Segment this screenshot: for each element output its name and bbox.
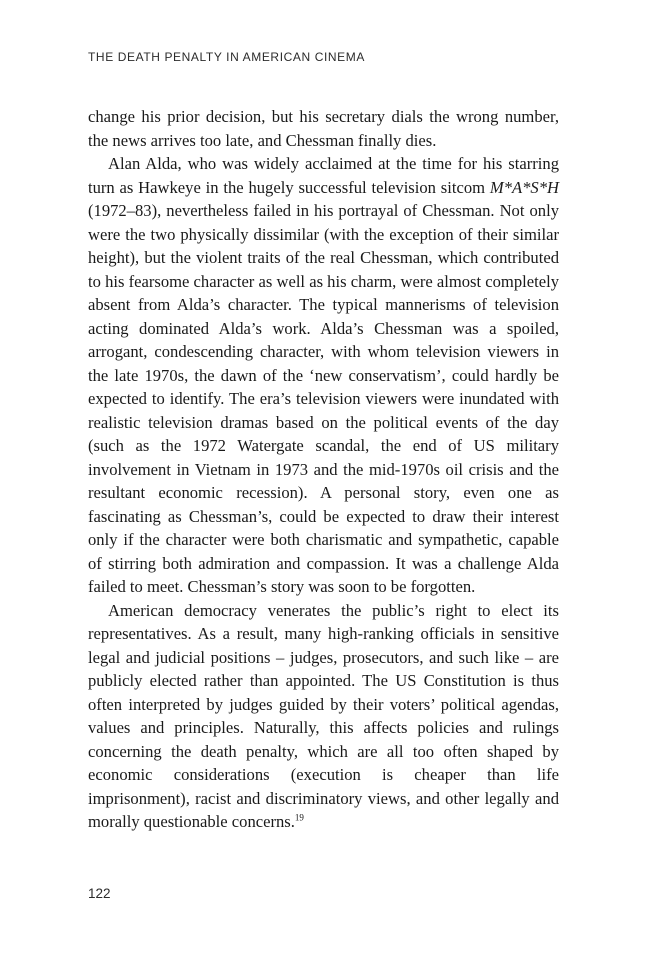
paragraph-2 [88,152,559,599]
paragraph-3 [88,599,559,834]
paragraph-2-text-end: (1972–83), nevertheless failed in his portrayal of Chessman. Not only were the two physically dissimilar (with the exception of their similar height), but the violent traits of the real Chessman, which contributed to his fearsome character as well as his charm, were almost completely absent from Alda’s character. The typical mannerisms of television acting dominated Alda’s work. Alda’s Chessman was a spoiled, arrogant, condescending character, with whom television viewers in the late 1970s, the dawn of the ‘new conservatism’, could hardly be expected to identify. The era’s television viewers were inundated with realistic television dramas based on the political events of the day (such as the 1972 Watergate scandal, the end of US military involvement in Vietnam in 1973 and the mid-1970s oil crisis and the resultant economic recession). A personal story, even one as fascinating as Chessman’s, could be expected to draw their interest only if the character were both charismatic and sympathetic, capable of stirring both admiration and compassion. It was a challenge Alda failed to meet. Chessman’s story was soon to be forgotten. [88,201,559,596]
paragraph-1: change his prior decision, but his secretary dials the wrong number, the news arrives too late, and Chessman finally dies. [88,107,559,150]
paragraph-2-text-start: Alan Alda, who was widely acclaimed at the time for his starring turn as Hawkeye in the hugely successful television sitcom [88,154,559,197]
work-title-mash: M*A*S*H [489,177,559,197]
page-number: 122 [88,886,111,901]
paragraph-3-text: American democracy venerates the public’s right to elect its representatives. As a result, many high-ranking officials in sensitive legal and judicial positions – judges, prosecutors, and such like – are publicly elected rather than appointed. The US Constitution is thus often interpreted by judges guided by their voters’ political agendas, values and principles. Naturally, this affects policies and rulings concerning the death penalty, which are all too often shaped by economic considerations (execution is cheaper than life imprisonment), racist and discriminatory views, and other legally and morally questionable concerns. [88,600,559,831]
running-head: THE DEATH PENALTY IN AMERICAN CINEMA [88,50,365,64]
body-text [88,105,559,834]
footnote-reference[interactable]: 19 [294,812,304,823]
